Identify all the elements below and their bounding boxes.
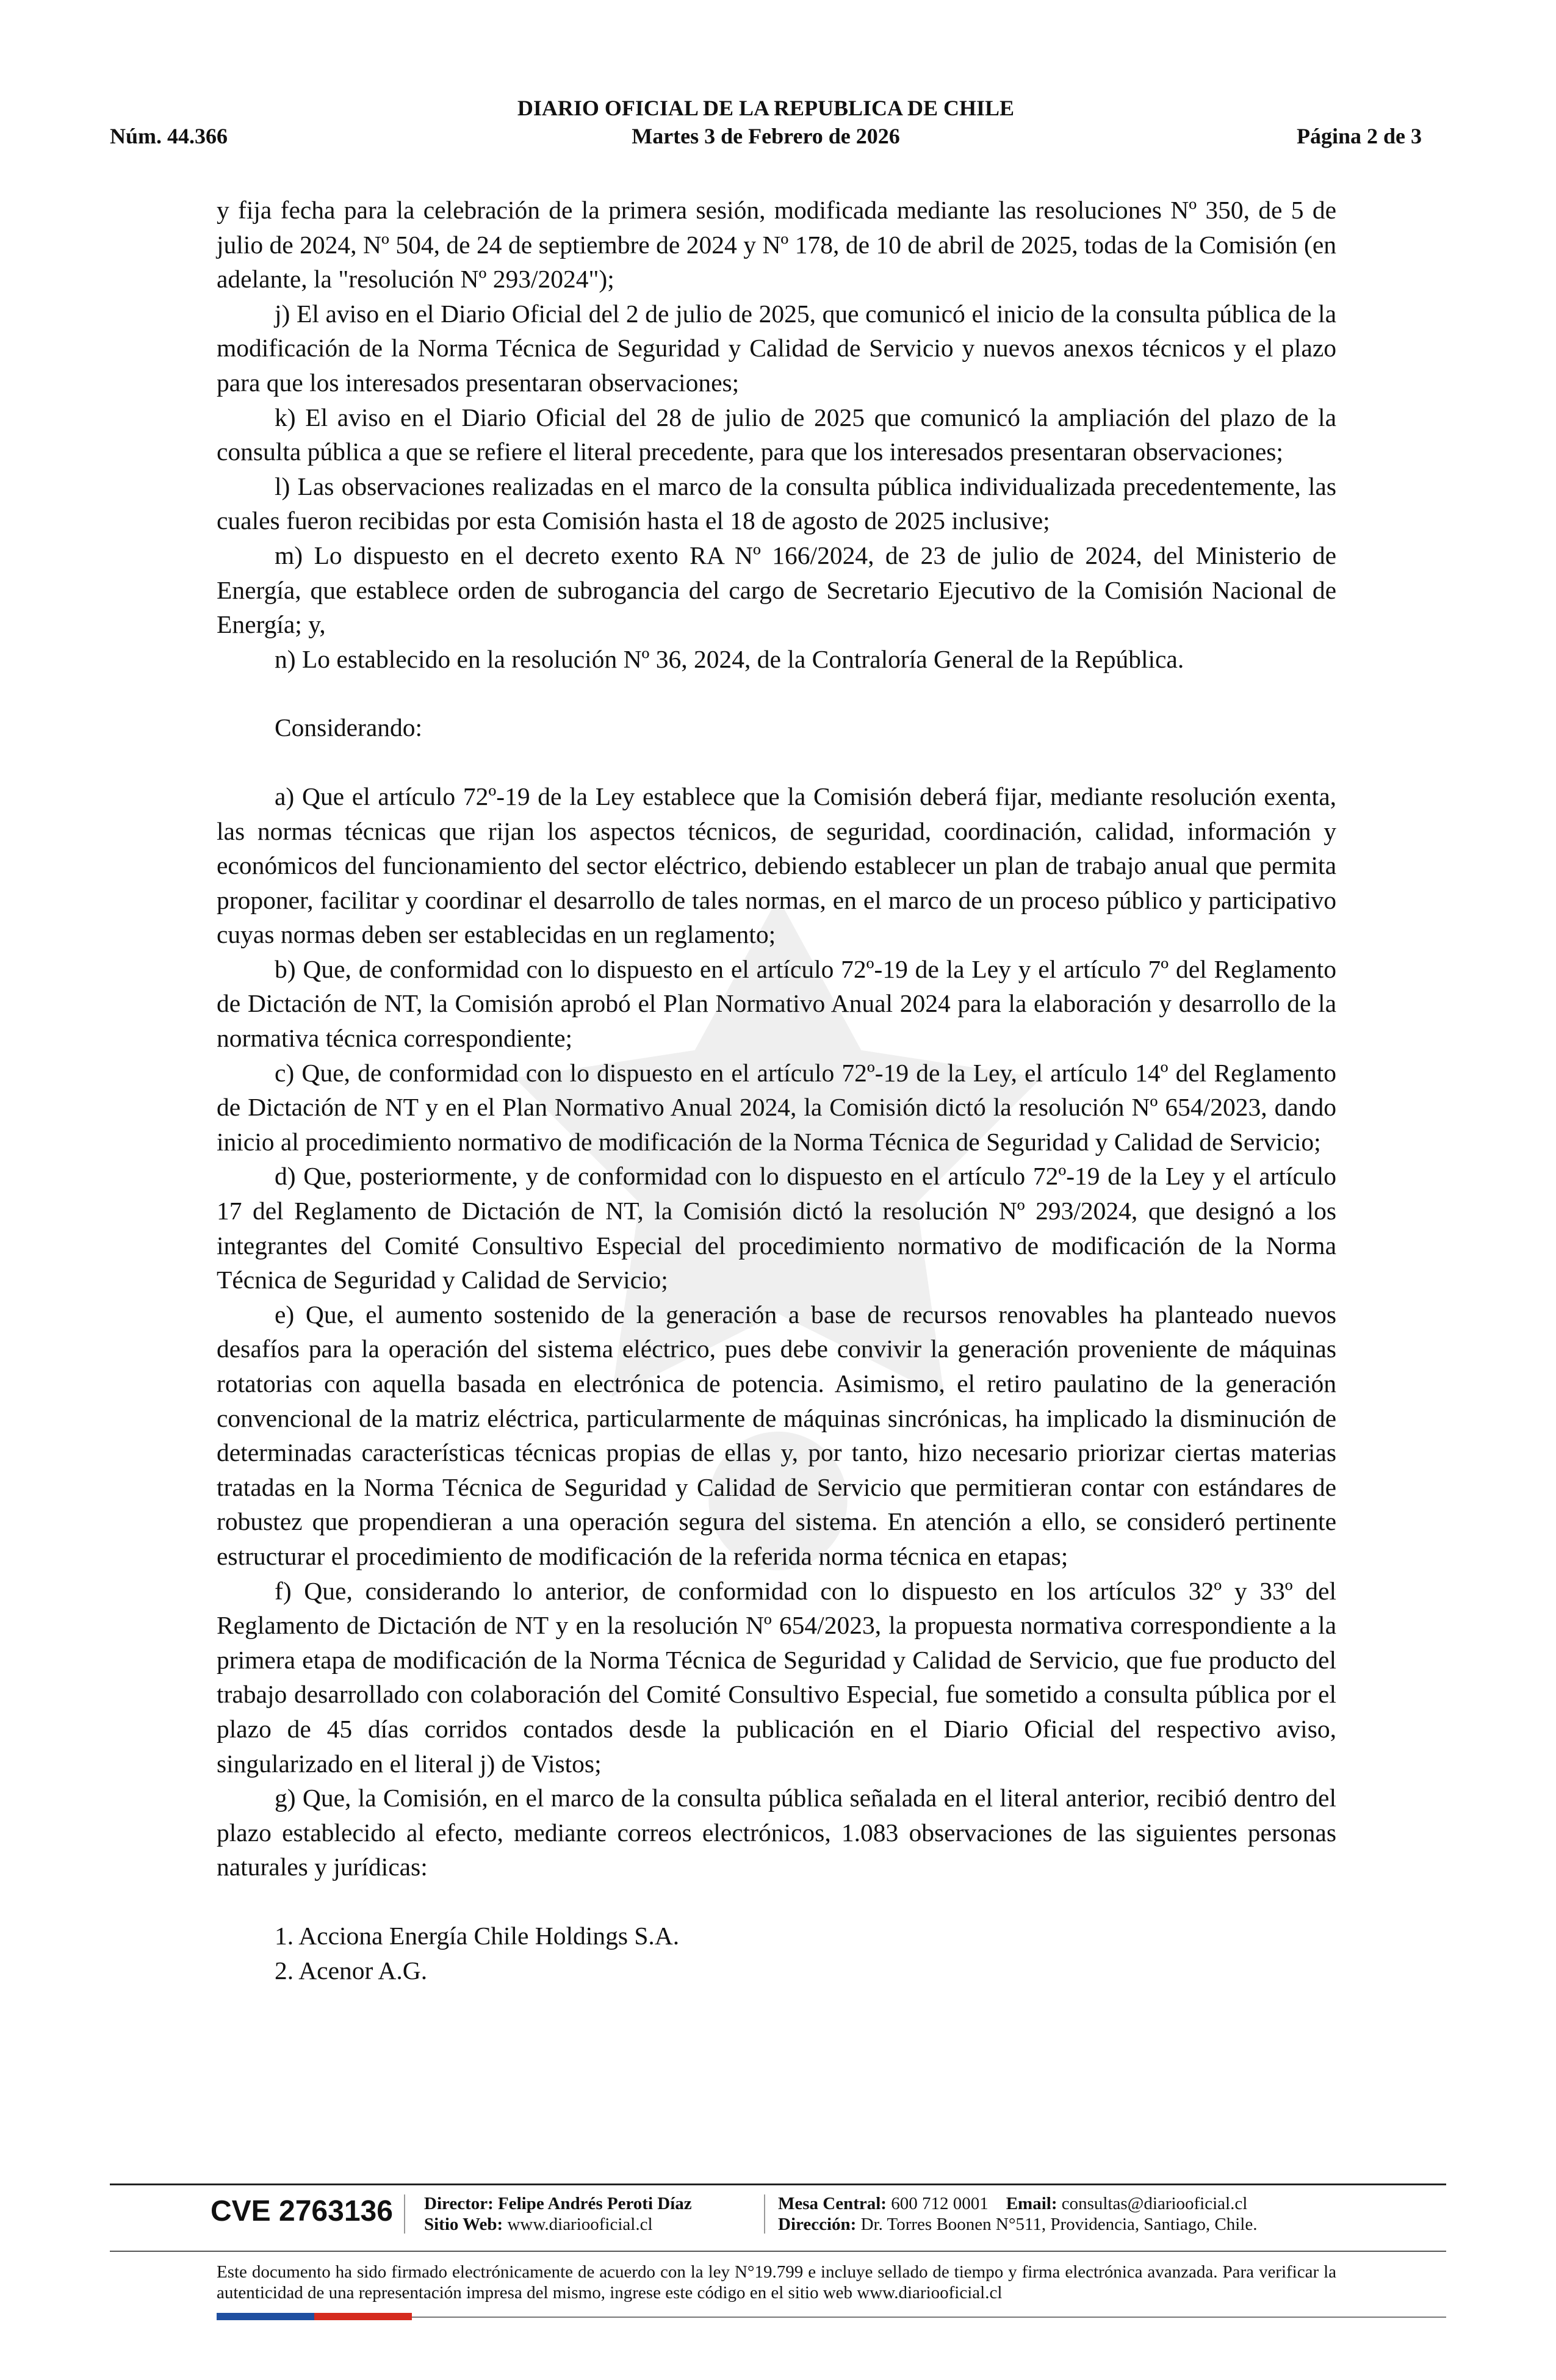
list-item: 2. Acenor A.G. (275, 1956, 428, 1985)
page-header (110, 92, 1422, 153)
issue-number: Núm. 44.366 (110, 124, 228, 148)
director-info: Director: Felipe Andrés Peroti Díaz Sitio Web: www.diariooficial.cl (424, 2194, 692, 2234)
newspaper-title: DIARIO OFICIAL DE LA REPUBLICA DE CHILE (517, 96, 1015, 120)
electronic-signature-notice: Este documento ha sido firmado electrónicamente de acuerdo con la ley N°19.799 e incluye sellado de tiempo y firma electrónica avanzada. Para verificar la autenticidad de una representación impresa del mismo, ingrese este código en el sitio web www.diariooficial.cl (217, 2262, 1336, 2302)
document-body (217, 193, 1336, 1988)
considerando-heading: Considerando: (275, 713, 423, 742)
director-name: Felipe Andrés Peroti Díaz (498, 2194, 692, 2213)
website-link[interactable]: www.diariooficial.cl (507, 2215, 653, 2234)
paragraph-continuation: y fija fecha para la celebración de la primera sesión, modificada mediante las resoluciones Nº 350, de 5 de julio de 2024, Nº 504, de 24 de septiembre de 2024 y Nº 178, de 10 de abril de 2025, todas de la Comisión (en adelante, la "resolución Nº 293/2024"); (217, 196, 1336, 294)
email-link[interactable]: consultas@diariooficial.cl (1061, 2194, 1248, 2213)
considerando-g: g) Que, la Comisión, en el marco de la consulta pública señalada en el literal anterior, recibió dentro del plazo establecido al efecto, mediante correos electrónicos, 1.083 observaciones de las siguientes personas naturales y jurídicas: (217, 1784, 1336, 1881)
issue-date: Martes 3 de Febrero de 2026 (632, 124, 900, 148)
considerando-f: f) Que, considerando lo anterior, de conformidad con lo dispuesto en los artículos 32º y 33º del Reglamento de Dictación de NT y en la resolución Nº 654/2023, la propuesta normativa correspondiente a la primera etapa de modificación de la Norma Técnica de Seguridad y Calidad de Servicio, que fue producto del trabajo desarrollado con colaboración del Comité Consultivo Especial, fue sometido a consulta pública por el plazo de 45 días corridos contados desde la publicación en el Diario Oficial del respectivo aviso, singularizado en el literal j) de Vistos; (217, 1576, 1336, 1778)
phone-number: 600 712 0001 (891, 2194, 989, 2213)
footer-divider (110, 2183, 1446, 2185)
footer-divider-2 (110, 2251, 1446, 2252)
page-indicator: Página 2 de 3 (1296, 124, 1422, 148)
contact-info: Mesa Central: 600 712 0001 Email: consultas@diariooficial.cl Dirección: Dr. Torres Boonen N°511, Providencia, Santiago, Chile. (778, 2194, 1258, 2234)
visto-m: m) Lo dispuesto en el decreto exento RA Nº 166/2024, de 23 de julio de 2024, del Ministerio de Energía, que establece orden de subrogancia del cargo de Secretario Ejecutivo de la Comisión Nacional de Energía; y, (217, 541, 1336, 639)
visto-l: l) Las observaciones realizadas en el marco de la consulta pública individualizada precedentemente, las cuales fueron recibidas por esta Comisión hasta el 18 de agosto de 2025 inclusive; (217, 472, 1336, 535)
considerando-d: d) Que, posteriormente, y de conformidad con lo dispuesto en el artículo 72º-19 de la Ley y el artículo 17 del Reglamento de Dictación de NT, la Comisión dictó la resolución Nº 293/2024, que designó a los integrantes del Comité Consultivo Especial del procedimiento normativo de modificación de la Norma Técnica de Seguridad y Calidad de Servicio; (217, 1162, 1336, 1294)
visto-k: k) El aviso en el Diario Oficial del 28 de julio de 2025 que comunicó la ampliación del plazo de la consulta pública a que se refiere el literal precedente, para que los interesados presentaran observaciones; (217, 403, 1336, 466)
visto-j: j) El aviso en el Diario Oficial del 2 de julio de 2025, que comunicó el inicio de la consulta pública de la modificación de la Norma Técnica de Seguridad y Calidad de Servicio y nuevos anexos técnicos y el plazo para que los interesados presentaran observaciones; (217, 299, 1336, 397)
considerando-a: a) Que el artículo 72º-19 de la Ley establece que la Comisión deberá fijar, mediante resolución exenta, las normas técnicas que rijan los aspectos técnicos, de seguridad, coordinación, calidad, información y económicos del funcionamiento del sector eléctrico, debiendo establecer un plan de trabajo anual que permita proponer, facilitar y coordinar el desarrollo de tales normas, en el marco de un proceso público y participativo cuyas normas deben ser establecidas en un reglamento; (217, 782, 1336, 949)
list-item: 1. Acciona Energía Chile Holdings S.A. (275, 1921, 680, 1950)
considerando-e: e) Que, el aumento sostenido de la generación a base de recursos renovables ha planteado nuevos desafíos para la operación del sistema eléctrico, pues debe convivir la generación proveniente de máquinas rotatorias con aquella basada en electrónica de potencia. Asimismo, el retiro paulatino de la generación convencional de la matriz eléctrica, particularmente de máquinas sincrónicas, ha implicado la disminución de determinadas características técnicas propias de ellas y, por tanto, hizo necesario priorizar ciertas materias tratadas en la Norma Técnica de Seguridad y Calidad de Servicio que permitieran contar con estándares de robustez que propendieran a una operación segura del sistema. En atención a ello, se consideró pertinente estructurar el procedimiento de modificación de la referida norma técnica en etapas; (217, 1300, 1336, 1570)
flag-stripe (217, 2313, 412, 2320)
address: Dr. Torres Boonen N°511, Providencia, Santiago, Chile. (860, 2215, 1258, 2234)
considerando-c: c) Que, de conformidad con lo dispuesto en el artículo 72º-19 de la Ley, el artículo 14º del Reglamento de Dictación de NT y en el Plan Normativo Anual 2024, la Comisión dictó la resolución Nº 654/2023, dando inicio al procedimiento normativo de modificación de la Norma Técnica de Seguridad y Calidad de Servicio; (217, 1058, 1336, 1156)
considerando-b: b) Que, de conformidad con lo dispuesto en el artículo 72º-19 de la Ley y el artículo 7º del Reglamento de Dictación de NT, la Comisión aprobó el Plan Normativo Anual 2024 para la elaboración y desarrollo de la normativa técnica correspondiente; (217, 954, 1336, 1053)
page-footer (110, 2188, 1446, 2249)
footer-bottom-rule (412, 2317, 1446, 2318)
cve-code: CVE 2763136 (211, 2195, 393, 2227)
visto-n: n) Lo establecido en la resolución Nº 36, 2024, de la Contraloría General de la República. (275, 644, 1184, 673)
